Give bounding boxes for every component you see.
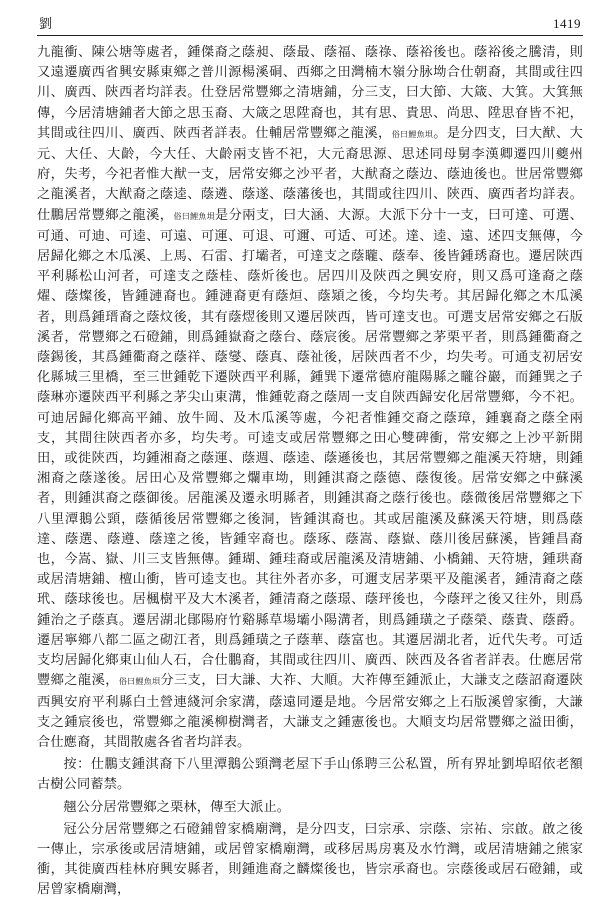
text-segment: 九龍衝、陳公塘等處者，鍾傑裔之蔭昶、蔭最、蔭福、蔭祿、蔭裕後也。蔭裕後之騰清，則又遠遷廣西省興安縣東鄉之普川源楊溪硐、西鄉之田灣楠木嶺分脉坳合仕朝裔，其間或往四川、廣西、陝西者均詳表。仕登居常豐鄉之清塘鋪，分三支，曰大節、大箴、大箕。大箕無傳，今居清塘鋪者大節之思玉裔、大箴之思陞裔也，其有思、貴思、尚思、陞思眘皆不祀，其間或往四川、廣西、陝西者詳表。仕輔居常豐鄉之龍溪， bbox=[37, 45, 583, 141]
inline-note: 俗曰鯉魚垻 bbox=[173, 211, 215, 221]
text-segment: 冠公分居常豐鄉之石磴鋪曾家橋廟灣，是分四支，曰宗承、宗蔭、宗祐、宗啟。啟之後一傳止，宗承後或居清塘鋪，或居曾家橋廟灣，或移居馬房裏及水竹灣，或居清塘鋪之熊家衝，其徙廣西桂林府興安縣者，則鍾進裔之麟燦後也，皆宗承裔也。宗蔭後或居石磴鋪，或居曾家橋廟灣， bbox=[37, 821, 583, 898]
paragraph-3 bbox=[37, 798, 583, 818]
text-segment: 按：仕鵬支鍾淇裔下八里潭鵝公頸灣老屋下手山係聘三公私置，所有界址劉埠昭依老額古樹公同蓄禁。 bbox=[37, 757, 583, 793]
page-number: 1419 bbox=[553, 16, 581, 31]
page-header bbox=[37, 10, 583, 36]
page-header-title: 劉 bbox=[39, 17, 54, 32]
text-segment: 。是分四支，曰大猷、大元、大任、大齡，今大任、大齡兩支皆不祀，大元裔思源、思述同母舅李漢卿遷四川夔州府，失考，今祀者惟大猷一支，居常安鄉之沙平者，大猷裔之蔭边、蔭迪後也。世居常豐鄉之龍溪者，大猷裔之蔭逵、蔭遴、蔭遂、蔭藩後也，其間或往四川、陝西、廣西者均詳表。仕鵬居常豐鄉之龍溪， bbox=[37, 125, 583, 223]
paragraph-1 bbox=[37, 43, 583, 753]
inline-note: 俗曰鯉魚垻 bbox=[391, 129, 434, 139]
body-text bbox=[37, 43, 583, 901]
text-segment: 翹公分居常豐鄉之栗林，傳至大派止。 bbox=[63, 799, 291, 815]
paragraph-4 bbox=[37, 820, 583, 901]
paragraph-2 bbox=[37, 755, 583, 795]
inline-note: 俗曰鯉魚垻 bbox=[118, 677, 161, 687]
text-segment: 分三支，曰大謙、大祚、大順。大祚傳至鍾派止，大謙支之蔭詔裔遷陝西興安府平利縣白土營連綫河余家溝，蔭遠同遷是地。今居常安鄉之上石版溪曾家衝，大謙支之鍾宸後也，常豐鄉之龍溪柳樹灣者，大謙支之鍾憲後也。大順支均居常豐鄉之溢田衝，合仕應裔，其間散處各省者均詳表。 bbox=[37, 673, 583, 750]
text-segment: 是分兩支，曰大涵、大源。大派下分十一支，曰可達、可選、可通、可迪、可逵、可遠、可運、可退、可邇、可适、可述。達、逵、遠、述四支無傳，今居歸化鄉之木瓜溪、上馬、石雷、打壩者，可達支之蔭矓、蔭奉、後皆鍾琇裔也。遷居陝西平利縣松山河者，可達支之蔭桂、蔭炘後也。居四川及陝西之興安府，則又爲可逢裔之蔭燿、蔭燦後，皆鍾漣裔也。鍾漣裔更有蔭烜、蔭熲之後，今均失考。其居歸化鄉之木瓜溪者，則爲鍾瑨裔之蔭炆後，其有蔭熤後則又遷居陝西，皆可達支也。可選支居常安鄉之石版溪者，常豐鄉之石磴鋪，則爲鍾嶽裔之蔭台、蔭宸後。居常豐鄉之茅栗平者，則爲鍾衢裔之蔭錫後，其爲鍾衢裔之蔭祥、蔭燮、蔭真、蔭祉後，居陝西者不少，均失考。可通支初居安化縣城三里橋，至三世鍾乾下遷陝西平利縣，鍾巽下遷常德府龍陽縣之矓谷巖，而鍾巽之子蔭琳亦遷陝西平利縣之茅尖山東溝，惟鍾乾裔之蔭周一支自陝西歸安化居常豐鄉，今不祀。可迪居歸化鄉高平鋪、放牛岡、及木瓜溪等處，今祀者惟鍾交裔之蔭璋，鍾襄裔之蔭全兩支，其間往陝西者亦多，均失考。可逵支或居常豐鄉之田心雙碑衝，常安鄉之上沙平新開田，或徙陝西，均鍾湘裔之蔭運、蔭週、蔭逵、蔭遜後也，其居常豐鄉之龍溪天符塘，則鍾湘裔之蔭遂後。居田心及常豐鄉之爛車坳，則鍾淇裔之蔭德、蔭復後。居常安鄉之中蘇溪者，則鍾淇裔之蔭御後。居龍溪及遷永明縣者，則鍾淇裔之蔭行後也。蔭微後居常豐鄉之下八里潭鵝公頸，蔭循後居常豐鄉之後洞，皆鍾淇裔也。其或居龍溪及蘇溪天符塘，則爲蔭達、蔭選、蔭遵、蔭達之後，皆鍾宰裔也。蔭琢、蔭嵩、蔭嶽、蔭川後居蘇溪，皆鍾昌裔也，今嵩、嶽、川三支皆無傳。鍾瑚、鍾珪裔或居龍溪及清塘鋪、小橋鋪、天符塘，鍾珙裔或居清塘鋪、檀山衝，皆可逵支也。其往外者亦多，可邇支居茅栗平及龍溪者，鍾清裔之蔭玳、蔭球後也。居楓樹平及大木溪者，鍾清裔之蔭璟、蔭玶後也，今蔭玶之後又往外，則爲鍾治之子蔭真。遷居湖北鄖陽府竹谿縣草場壩小陽溝者，則爲鍾璜之子蔭榮、蔭貴、蔭爵。遷居寧鄉八都二區之砌江者，則爲鍾璜之子蔭華、蔭富也。其遷居湖北者，近代失考。可适支均居歸化鄉東山仙人石，合仕鵬裔，其間或往四川、廣西、陝西及各省者詳表。仕應居常豐鄉之龍溪， bbox=[37, 207, 584, 689]
